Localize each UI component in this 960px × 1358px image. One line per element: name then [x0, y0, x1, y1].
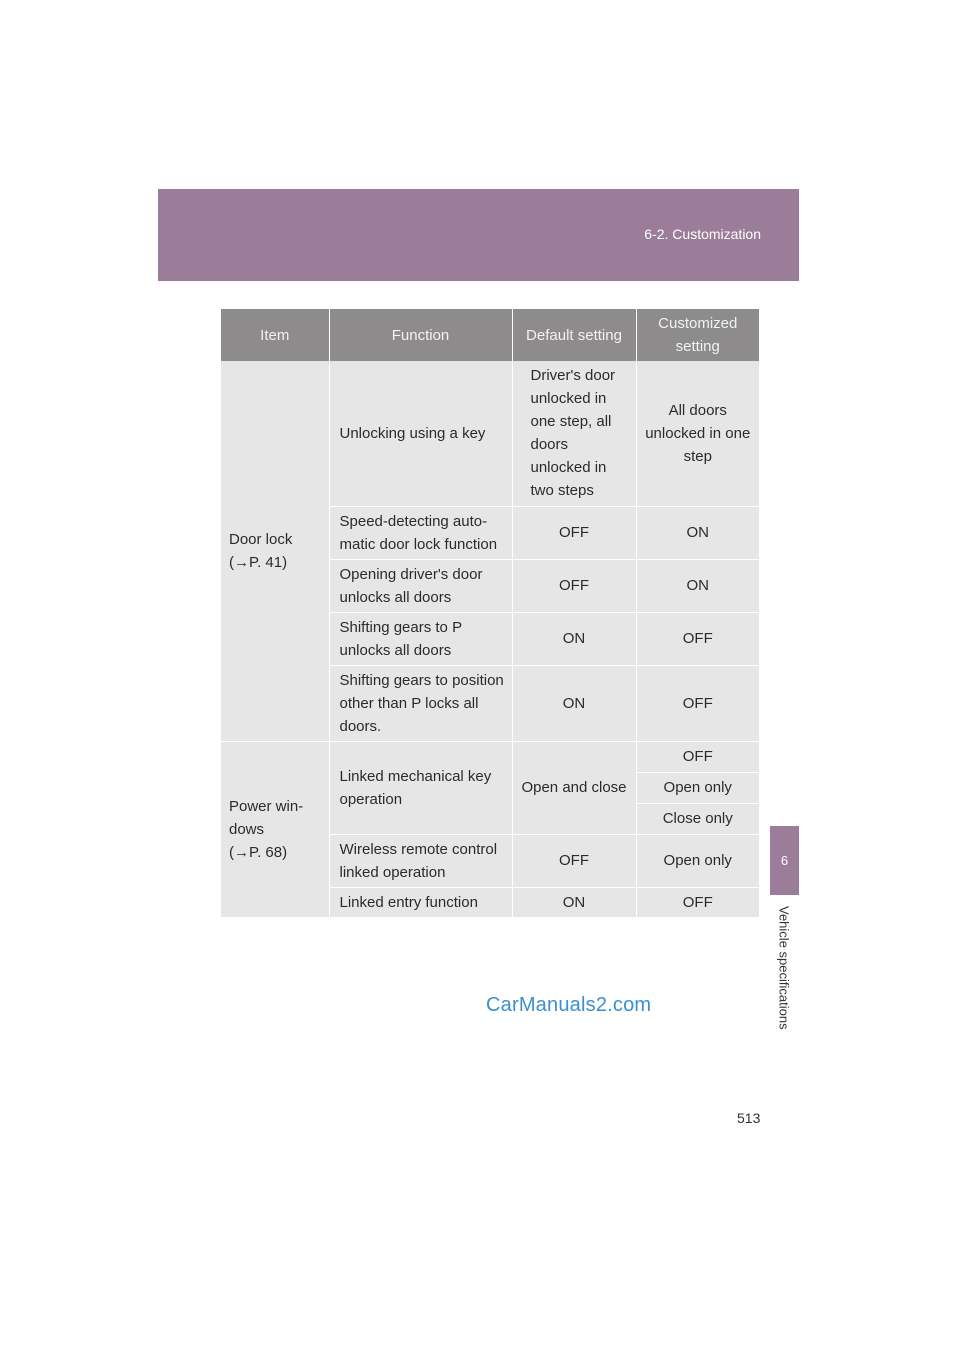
custom-cell: ON — [636, 559, 759, 612]
function-cell: Linked mechanical key operation — [329, 741, 512, 834]
custom-cell: Open only — [636, 834, 759, 887]
chapter-tab[interactable] — [770, 826, 799, 895]
column-header: Customized setting — [636, 309, 759, 361]
page-reference: (→P. 41) — [229, 553, 288, 571]
function-cell: Linked entry function — [329, 887, 512, 917]
default-cell: OFF — [512, 834, 636, 887]
function-cell: Wireless remote control linked operation — [329, 834, 512, 887]
default-cell: Driver's door unlocked in one step, all doors unlocked in two steps — [512, 361, 636, 506]
chapter-number: 6 — [780, 853, 789, 868]
chapter-label — [769, 906, 799, 1046]
customization-table — [221, 309, 759, 918]
column-header: Item — [221, 309, 329, 361]
watermark: CarManuals2.com — [486, 994, 652, 1016]
function-cell: Shifting gears to P unlocks all doors — [329, 612, 512, 665]
custom-cell: Open only — [636, 772, 759, 803]
default-cell: ON — [512, 665, 636, 741]
custom-cell: OFF — [636, 887, 759, 917]
table-row — [221, 361, 759, 506]
column-header: Function — [329, 309, 512, 361]
item-name: Door lock — [229, 530, 293, 548]
item-cell — [221, 741, 329, 917]
page-reference: (→P. 68) — [229, 843, 288, 861]
function-cell: Shifting gears to position other than P locks all doors. — [329, 665, 512, 741]
chapter-label-text: Vehicle specifications — [776, 906, 792, 1030]
default-cell: ON — [512, 887, 636, 917]
function-cell: Unlocking using a key — [329, 361, 512, 506]
custom-cell: ON — [636, 506, 759, 559]
custom-cell: OFF — [636, 665, 759, 741]
default-cell: OFF — [512, 559, 636, 612]
column-header: Default setting — [512, 309, 636, 361]
table-row — [221, 741, 759, 772]
function-cell: Opening driver's door unlocks all doors — [329, 559, 512, 612]
custom-cell: OFF — [636, 741, 759, 772]
table-header-row — [221, 309, 759, 361]
default-cell: ON — [512, 612, 636, 665]
item-cell — [221, 361, 329, 741]
header-band — [158, 189, 799, 281]
section-title: 6-2. Customization — [644, 226, 761, 242]
page-number: 513 — [737, 1110, 761, 1126]
custom-cell: OFF — [636, 612, 759, 665]
custom-cell: Close only — [636, 803, 759, 834]
custom-cell: All doors unlocked in one step — [636, 361, 759, 506]
function-cell: Speed-detecting auto-matic door lock function — [329, 506, 512, 559]
item-name: Power win-dows — [229, 797, 304, 838]
default-cell: Open and close — [512, 741, 636, 834]
default-cell: OFF — [512, 506, 636, 559]
